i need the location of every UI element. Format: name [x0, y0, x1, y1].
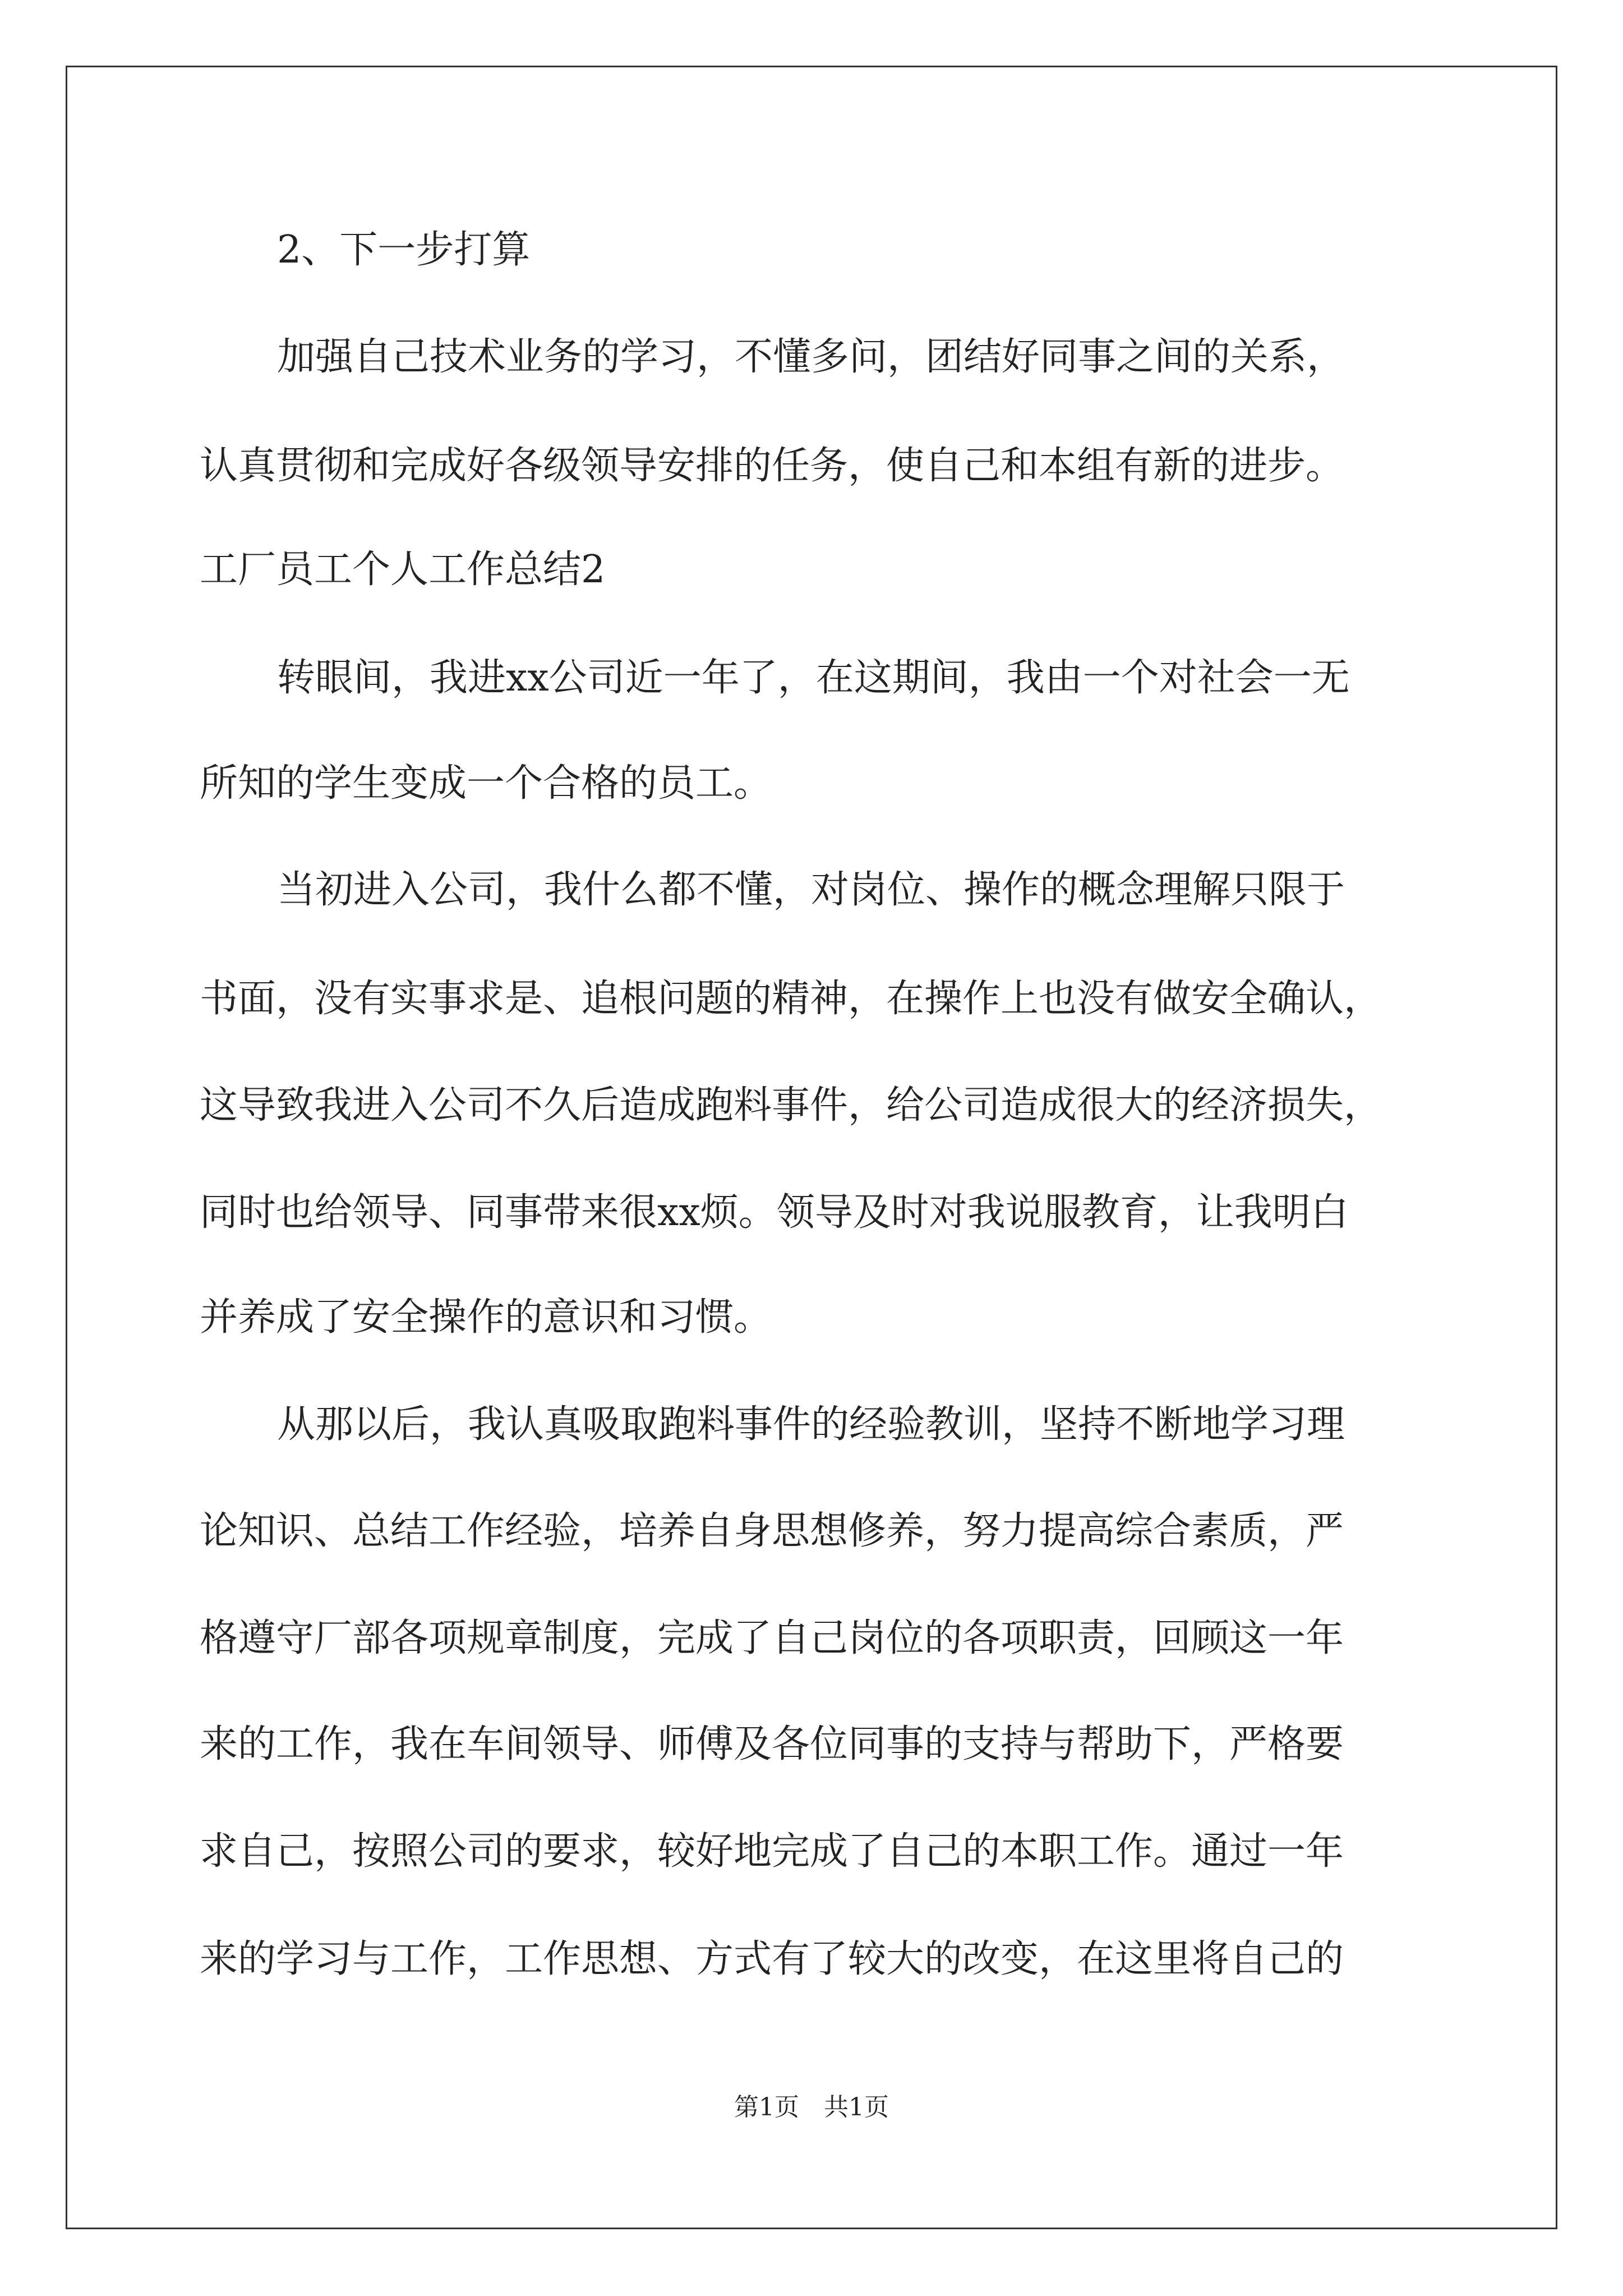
paragraph-line: 从那以后，我认真吸取跑料事件的经验教训，坚持不断地学习理 [277, 1402, 1345, 1447]
paragraph-line: 论知识、总结工作经验，培养自身思想修养，努力提高综合素质，严 [200, 1509, 1344, 1553]
paragraph-line: 格遵守厂部各项规章制度，完成了自己岗位的各项职责，回顾这一年 [200, 1616, 1344, 1660]
paragraph-line: 转眼间，我进xx公司近一年了，在这期间，我由一个对社会一无 [277, 656, 1350, 700]
paragraph-line: 当初进入公司，我什么都不懂，对岗位、操作的概念理解只限于 [277, 868, 1345, 912]
section-heading: 2、下一步打算 [277, 228, 531, 272]
paragraph-line: 并养成了安全操作的意识和习惯。 [200, 1295, 772, 1340]
paragraph-line: 同时也给领导、同事带来很xx烦。领导及时对我说服教育，让我明白 [200, 1190, 1349, 1235]
paragraph-line: 所知的学生变成一个合格的员工。 [200, 761, 772, 806]
paragraph-line: 来的学习与工作，工作思想、方式有了较大的改变，在这里将自己的 [200, 1937, 1344, 1981]
paragraph-line: 求自己，按照公司的要求，较好地完成了自己的本职工作。通过一年 [200, 1829, 1344, 1874]
paragraph-line: 来的工作，我在车间领导、师傅及各位同事的支持与帮助下，严格要 [200, 1722, 1344, 1766]
page-border [66, 66, 1557, 2229]
article-title: 工厂员工个人工作总结2 [200, 547, 606, 592]
paragraph-line: 书面，没有实事求是、追根问题的精神，在操作上也没有做安全确认， [200, 977, 1382, 1021]
page-footer: 第1页 共1页 [734, 2093, 889, 2122]
paragraph-line: 这导致我进入公司不久后造成跑料事件，给公司造成很大的经济损失， [200, 1083, 1382, 1128]
paragraph-line: 认真贯彻和完成好各级领导安排的任务，使自己和本组有新的进步。 [200, 444, 1344, 488]
paragraph-line: 加强自己技术业务的学习，不懂多问，团结好同事之间的关系， [277, 335, 1345, 379]
